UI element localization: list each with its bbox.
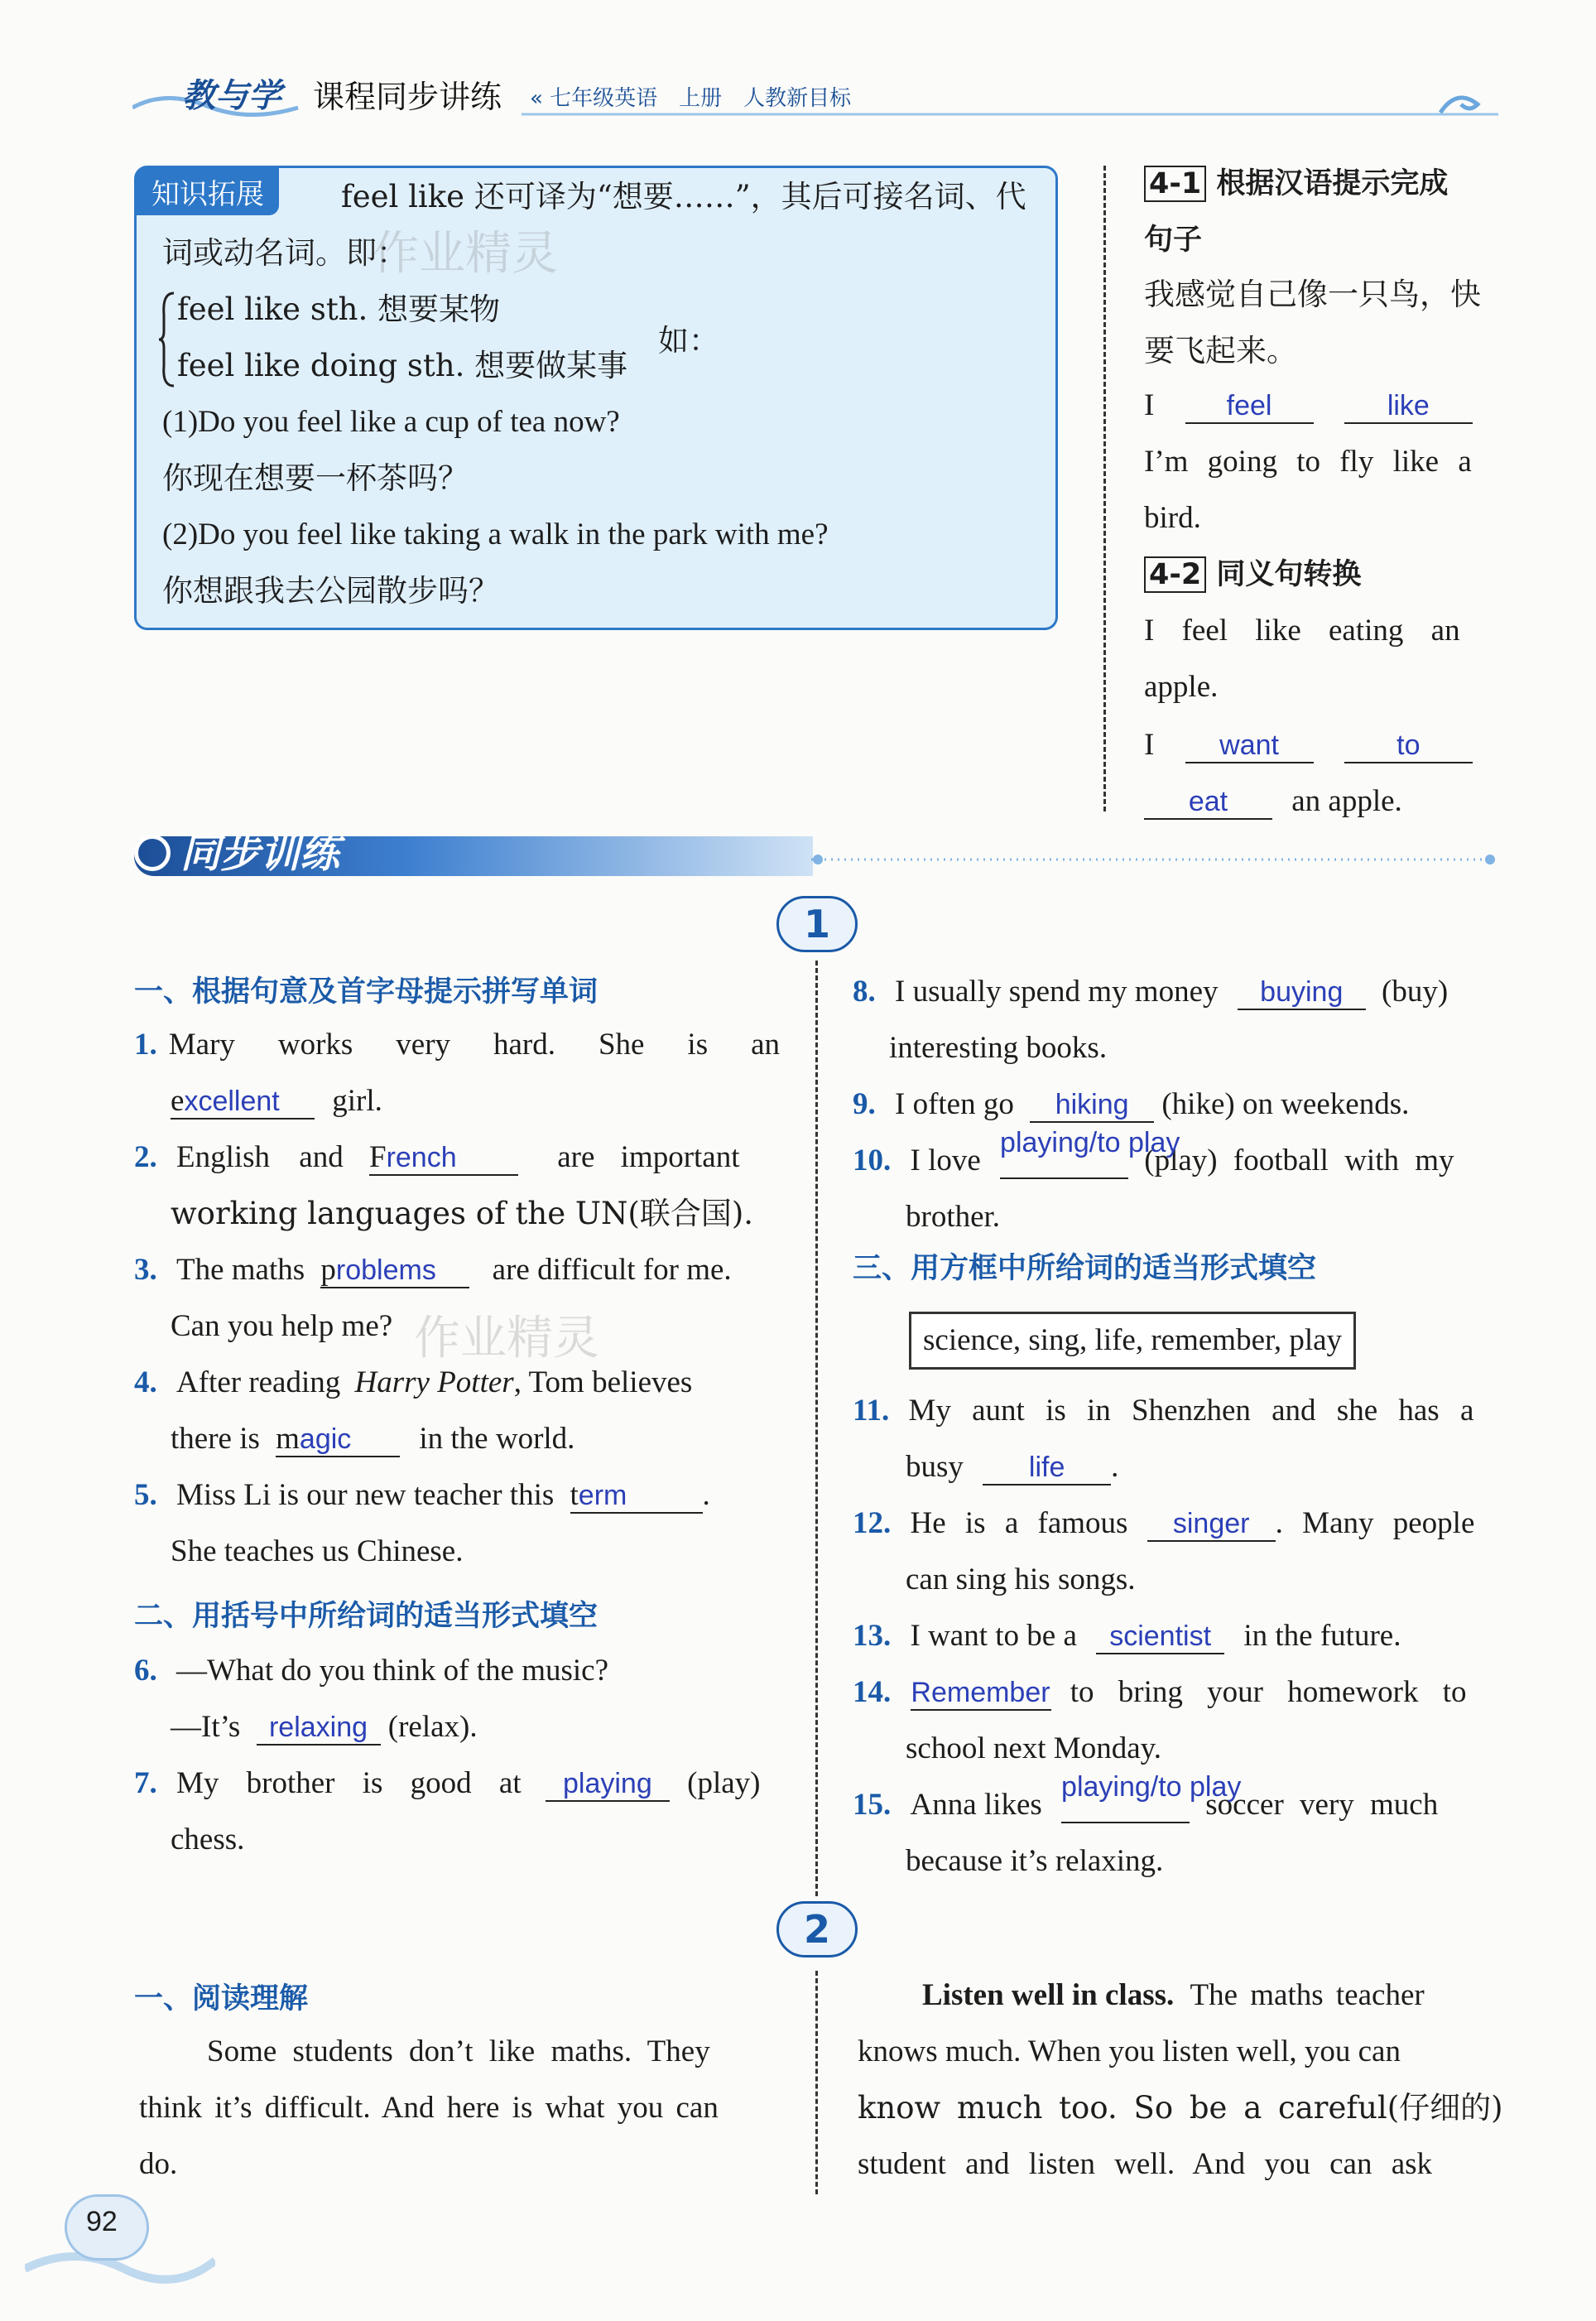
q42-answer-line-1: [1144, 717, 1473, 773]
q5-blank[interactable]: [570, 1479, 703, 1514]
q6-blank[interactable]: [257, 1711, 381, 1746]
q11-period: .: [1111, 1450, 1119, 1484]
q42-label: 4-2: [1144, 556, 1206, 593]
example-2-cn: 你想跟我去公园散步吗？: [162, 573, 499, 609]
q4-tail-2: in the world.: [419, 1422, 575, 1456]
reading-right-1-text: The maths teacher: [1190, 1978, 1425, 2012]
example-1-en: (1)Do you feel like a cup of tea now?: [162, 405, 620, 439]
q9-hint: (hike) on weekends.: [1161, 1087, 1410, 1121]
q13-blank[interactable]: [1096, 1620, 1224, 1654]
q11-answer: life: [1028, 1452, 1065, 1483]
q14-blank[interactable]: [911, 1676, 1051, 1711]
q5-text: Miss Li is our new teacher this: [176, 1478, 555, 1512]
reading-right-3: know much too. So be a careful(仔细的): [858, 2090, 1503, 2126]
header: [132, 65, 1498, 123]
q42-answer-2: to: [1396, 730, 1421, 761]
knowledge-tag: 知识拓展: [137, 168, 279, 215]
q41-blank-1[interactable]: [1185, 389, 1314, 424]
q42-blank-1[interactable]: [1185, 729, 1314, 763]
pattern-feel-like-doing: feel like doing sth. 想要做某事: [177, 348, 628, 383]
q9-text: I often go: [895, 1087, 1014, 1121]
q11-line-2: [906, 1439, 1118, 1495]
q4-blank[interactable]: [276, 1423, 400, 1457]
q3-initial: p: [320, 1253, 336, 1287]
q41-cn-2: 要飞起来。: [1144, 333, 1297, 368]
q42-heading: [1144, 547, 1361, 603]
q8-line-1: [853, 964, 1448, 1020]
q6-text: —What do you think of the music?: [176, 1654, 609, 1688]
q41-cn-1: 我感觉自己像一只鸟，快: [1144, 277, 1481, 312]
q14-text: to bring your homework to: [1070, 1675, 1467, 1709]
q3-line-2: Can you help me?: [171, 1309, 393, 1343]
q6-line-2: [171, 1699, 478, 1755]
book-subtitle: « 七年级英语 上册 人教新目标: [530, 86, 852, 111]
q4-initial: m: [276, 1422, 300, 1456]
q15-line-1: [853, 1771, 1439, 1833]
page-number: 92: [86, 2206, 118, 2237]
q2-tail: are important: [557, 1140, 740, 1174]
q2-line-1: [134, 1129, 740, 1186]
q3-number: 3.: [134, 1253, 157, 1287]
q41-title: 根据汉语提示完成: [1216, 167, 1449, 200]
q2-text: English and: [176, 1140, 344, 1174]
q12-tail: . Many people: [1275, 1506, 1475, 1540]
q7-line-2: chess.: [171, 1823, 245, 1856]
section-3-title: 三、用方框中所给词的适当形式填空: [853, 1252, 1317, 1285]
q15-text: Anna likes: [910, 1788, 1042, 1822]
q42-tail: an apple.: [1291, 784, 1402, 818]
q42-title: 同义句转换: [1216, 558, 1362, 591]
q2-line-2: working languages of the UN(联合国).: [171, 1196, 754, 1231]
q4-number: 4.: [134, 1365, 157, 1399]
example-1-cn: 你现在想要一杯茶吗？: [162, 460, 469, 496]
q6-hint: (relax).: [387, 1710, 478, 1744]
q13-text: I want to be a: [910, 1619, 1077, 1653]
brand-logo: 教与学: [182, 77, 281, 115]
q8-text: I usually spend my money: [895, 975, 1219, 1009]
q41-rest-1: I’m going to fly like a: [1144, 445, 1472, 479]
reading-right-4: student and listen well. And you can ask: [858, 2147, 1433, 2181]
q7-line-1: [134, 1755, 760, 1812]
q42-blank-3[interactable]: [1144, 785, 1272, 820]
q8-line-2: interesting books.: [889, 1031, 1108, 1065]
q4-answer: agic: [299, 1423, 352, 1455]
q7-text: My brother is good at: [176, 1766, 522, 1800]
reading-tip-heading: Listen well in class.: [922, 1978, 1175, 2012]
q42-sentence-1: I feel like eating an: [1144, 614, 1460, 648]
q11-line-1: [853, 1383, 1473, 1439]
q12-line-2: can sing his songs.: [906, 1563, 1136, 1596]
watermark-top: 作业精灵: [373, 227, 558, 281]
q1-number: 1.: [134, 1028, 157, 1062]
q42-answer-1: want: [1219, 730, 1279, 761]
q15-line-2: because it’s relaxing.: [906, 1844, 1164, 1878]
q10-line-1: [853, 1127, 1454, 1189]
q14-line-1: [853, 1664, 1466, 1721]
reading-left-3: do.: [139, 2147, 178, 2181]
q14-line-2: school next Monday.: [906, 1731, 1161, 1765]
section-number-2: 2: [776, 1901, 858, 1957]
q12-answer: singer: [1172, 1508, 1250, 1539]
q41-heading: [1144, 156, 1448, 212]
q15-blank[interactable]: [1061, 1771, 1242, 1823]
q42-sentence-2: apple.: [1144, 670, 1219, 704]
q14-number: 14.: [853, 1675, 892, 1709]
q41-subject: I: [1144, 388, 1155, 422]
side-divider: [1103, 166, 1106, 811]
q12-line-1: [853, 1495, 1474, 1552]
book-subtitle-text: 七年级英语 上册 人教新目标: [550, 86, 852, 111]
reading-right-1: [922, 1967, 1425, 2024]
q15-tail: soccer very much: [1205, 1788, 1439, 1822]
q1-initial: e: [171, 1084, 185, 1118]
q10-answer: playing/to play: [1000, 1127, 1180, 1158]
q5-number: 5.: [134, 1478, 157, 1512]
q41-rest-2: bird.: [1144, 501, 1201, 535]
section-number-1: 1: [776, 896, 858, 952]
q14-answer: Remember: [911, 1677, 1050, 1708]
q9-answer: hiking: [1055, 1089, 1129, 1120]
banner-swirl-icon: [134, 835, 171, 871]
q11-blank[interactable]: [983, 1451, 1111, 1486]
q4-tail: , Tom believes: [513, 1365, 693, 1399]
q4-text: After reading: [176, 1365, 341, 1399]
word-box: science, sing, life, remember, play: [909, 1312, 1356, 1370]
reading-right-2: knows much. When you listen well, you can: [858, 2034, 1401, 2068]
q12-number: 12.: [853, 1506, 892, 1540]
q1-line-2: [171, 1073, 382, 1129]
q1-blank[interactable]: [171, 1085, 315, 1120]
q5-answer: erm: [578, 1480, 627, 1511]
book-title: 课程同步讲练: [313, 79, 502, 115]
q1-line-1: [134, 1017, 780, 1073]
q4-text-2: there is: [171, 1422, 260, 1456]
q1-tail: girl.: [332, 1084, 382, 1118]
q42-answer-line-2: [1144, 773, 1402, 830]
q10-number: 10.: [853, 1144, 892, 1177]
q9-line-1: [853, 1076, 1409, 1133]
q4-line-1: [134, 1355, 692, 1411]
q41-answer-line: [1144, 378, 1473, 434]
q2-initial: F: [368, 1140, 387, 1174]
q10-line-2: brother.: [906, 1200, 1001, 1234]
q6-answer: relaxing: [268, 1712, 368, 1743]
knowledge-line2: 词或动名词。即：: [162, 235, 407, 271]
q8-blank[interactable]: [1238, 975, 1366, 1010]
q6-reply: —It’s: [171, 1710, 241, 1744]
q7-blank[interactable]: [546, 1767, 670, 1802]
q5-period: .: [702, 1478, 710, 1512]
q3-blank[interactable]: [320, 1254, 469, 1288]
q41-answer-1: feel: [1226, 390, 1272, 421]
q42-subject: I: [1144, 728, 1155, 762]
section-1-title: 一、根据句意及首字母提示拼写单词: [134, 975, 598, 1009]
q10-blank[interactable]: [1000, 1127, 1180, 1179]
q13-answer: scientist: [1109, 1620, 1212, 1652]
q1-answer: xcellent: [184, 1086, 280, 1117]
knowledge-line1: feel like 还可译为“想要……”，其后可接名词、代: [341, 179, 1026, 214]
q2-blank[interactable]: [369, 1141, 518, 1176]
watermark-middle: 作业精灵: [414, 1312, 599, 1365]
q5-initial: t: [570, 1478, 579, 1512]
q7-number: 7.: [134, 1766, 157, 1800]
banner-dotline-icon: [811, 851, 1498, 868]
q12-blank[interactable]: [1147, 1507, 1276, 1542]
q41-blank-2[interactable]: [1344, 389, 1473, 424]
q8-answer: buying: [1260, 976, 1344, 1008]
q9-blank[interactable]: [1030, 1088, 1154, 1123]
q4-book-title: Harry Potter: [354, 1365, 514, 1399]
banner-title: 同步训练: [180, 831, 340, 877]
q15-answer: playing/to play: [1061, 1771, 1242, 1803]
q3-text: The maths: [176, 1253, 305, 1287]
pattern-feel-like-sth: feel like sth. 想要某物: [177, 291, 501, 327]
section-2-title: 二、用括号中所给词的适当形式填空: [134, 1600, 598, 1633]
q3-answer: roblems: [335, 1254, 436, 1286]
q11-number: 11.: [853, 1394, 890, 1428]
q2-number: 2.: [134, 1140, 157, 1174]
q5-line-2: She teaches us Chinese.: [171, 1534, 464, 1568]
reading-section-title: 一、阅读理解: [134, 1982, 309, 2015]
q7-hint: (play): [687, 1766, 761, 1800]
q41-title-2: 句子: [1144, 224, 1203, 257]
q3-line-1: [134, 1242, 732, 1298]
q8-number: 8.: [853, 975, 876, 1009]
q1-text: Mary works very hard. She is an: [168, 1028, 780, 1062]
q2-answer: rench: [386, 1142, 457, 1173]
q4-line-2: [171, 1411, 574, 1467]
q6-line-1: [134, 1643, 608, 1699]
q3-tail: are difficult for me.: [492, 1253, 732, 1287]
q11-busy: busy: [906, 1450, 964, 1484]
column-divider-2: [815, 1971, 818, 2194]
q42-blank-2[interactable]: [1344, 729, 1473, 763]
example-2-en: (2)Do you feel like taking a walk in the park with me?: [162, 518, 829, 551]
reading-left-1: Some students don’t like maths. They: [207, 2034, 710, 2068]
q5-line-1: [134, 1467, 710, 1524]
reading-left-2: think it’s difficult. And here is what you can: [139, 2091, 719, 2125]
column-divider-1: [815, 961, 818, 1896]
q12-text: He is a famous: [910, 1506, 1128, 1540]
q13-line-1: [853, 1608, 1401, 1664]
q13-tail: in the future.: [1243, 1619, 1401, 1653]
example-label: 如：: [658, 323, 719, 359]
q10-text: I love: [910, 1144, 981, 1177]
q15-number: 15.: [853, 1788, 892, 1822]
q11-text: My aunt is in Shenzhen and she has a: [908, 1394, 1474, 1428]
q7-answer: playing: [563, 1768, 652, 1799]
brace-icon: [157, 290, 177, 389]
q10-hint: (play) football with my: [1144, 1144, 1454, 1177]
q41-label: 4-1: [1144, 166, 1206, 202]
q13-number: 13.: [853, 1619, 892, 1653]
q6-number: 6.: [134, 1654, 157, 1688]
q41-answer-2: like: [1387, 390, 1430, 421]
q9-number: 9.: [853, 1087, 876, 1121]
q8-hint: (buy): [1382, 975, 1449, 1009]
q42-answer-3: eat: [1188, 786, 1228, 817]
